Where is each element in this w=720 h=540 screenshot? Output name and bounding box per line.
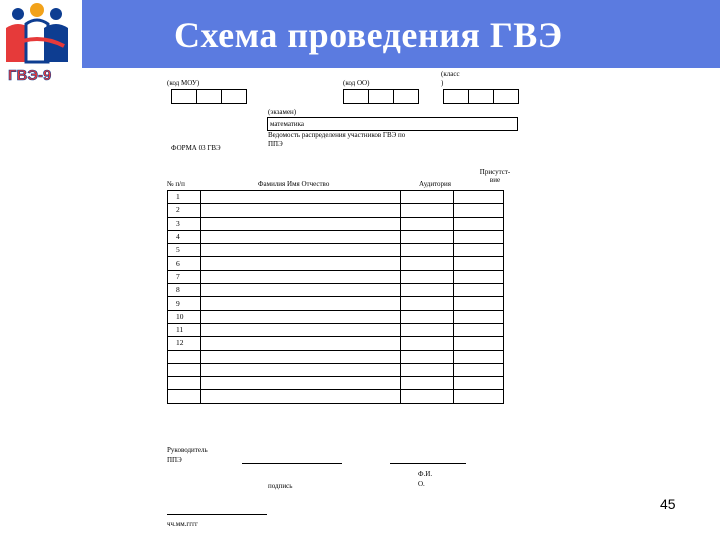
presence-cell[interactable]: [454, 284, 504, 297]
presence-cell[interactable]: [454, 363, 504, 376]
row-number-cell: 7: [168, 270, 201, 283]
table-row: [168, 350, 504, 363]
exam-value: математика: [270, 120, 304, 128]
name-cell[interactable]: [201, 377, 401, 390]
room-cell[interactable]: [401, 310, 454, 323]
row-number-cell: [168, 350, 201, 363]
row-number-cell: [168, 377, 201, 390]
table-row: [168, 310, 504, 323]
room-cell[interactable]: [401, 204, 454, 217]
name-cell[interactable]: [201, 230, 401, 243]
room-cell[interactable]: [401, 270, 454, 283]
row-number-cell: [168, 363, 201, 376]
presence-cell[interactable]: [454, 257, 504, 270]
table-row: [168, 257, 504, 270]
table-row: [168, 390, 504, 403]
room-cell[interactable]: [401, 377, 454, 390]
name-cell[interactable]: [201, 323, 401, 336]
name-cell[interactable]: [201, 257, 401, 270]
head-label-line2: ППЭ: [167, 456, 182, 464]
name-cell[interactable]: [201, 310, 401, 323]
class-label-line2: ): [441, 79, 444, 87]
table-row: [168, 323, 504, 336]
row-number-cell: [168, 390, 201, 403]
page-title: Схема проведения ГВЭ: [174, 15, 563, 55]
col-header-presence-line1: Присутст-: [479, 168, 511, 176]
row-number-cell: 12: [168, 337, 201, 350]
fio-label-line2: О.: [418, 480, 425, 488]
room-cell[interactable]: [401, 350, 454, 363]
row-number-cell: 10: [168, 310, 201, 323]
presence-cell[interactable]: [454, 204, 504, 217]
table-row: [168, 191, 504, 204]
row-number-cell: 6: [168, 257, 201, 270]
room-cell[interactable]: [401, 191, 454, 204]
signature-label: подпись: [268, 482, 293, 490]
logo-badge: ГВЭ-9: [8, 67, 52, 84]
row-number-cell: 11: [168, 323, 201, 336]
presence-cell[interactable]: [454, 191, 504, 204]
room-cell[interactable]: [401, 257, 454, 270]
room-cell[interactable]: [401, 363, 454, 376]
col-header-room: Аудитория: [419, 180, 452, 188]
statement-title-line2: ППЭ: [268, 140, 283, 148]
name-cell[interactable]: [201, 191, 401, 204]
presence-cell[interactable]: [454, 217, 504, 230]
fio-label-line1: Ф.И.: [418, 470, 433, 478]
presence-cell[interactable]: [454, 390, 504, 403]
room-cell[interactable]: [401, 337, 454, 350]
name-cell[interactable]: [201, 284, 401, 297]
room-cell[interactable]: [401, 230, 454, 243]
name-cell[interactable]: [201, 204, 401, 217]
name-cell[interactable]: [201, 297, 401, 310]
row-number-cell: 3: [168, 217, 201, 230]
table-row: [168, 297, 504, 310]
table-row: [168, 244, 504, 257]
row-number-cell: 5: [168, 244, 201, 257]
head-label-line1: Руководитель: [167, 446, 208, 454]
participants-grid: [167, 190, 504, 404]
name-cell[interactable]: [201, 244, 401, 257]
col-header-num: № п/п: [167, 180, 185, 188]
participants-table: [167, 168, 499, 191]
table-row: [168, 217, 504, 230]
room-cell[interactable]: [401, 217, 454, 230]
statement-title-line1: Ведомость распределения участников ГВЭ по: [268, 131, 406, 139]
table-row-header: [167, 168, 499, 191]
row-number-cell: 9: [168, 297, 201, 310]
name-cell[interactable]: [201, 390, 401, 403]
presence-cell[interactable]: [454, 230, 504, 243]
row-number-cell: 4: [168, 230, 201, 243]
col-header-name: Фамилия Имя Отчество: [258, 180, 330, 188]
gve-logo-icon: [2, 2, 72, 68]
presence-cell[interactable]: [454, 337, 504, 350]
name-cell[interactable]: [201, 363, 401, 376]
table-row: [168, 230, 504, 243]
name-cell[interactable]: [201, 217, 401, 230]
exam-field[interactable]: [267, 117, 518, 131]
table-row: [168, 377, 504, 390]
room-cell[interactable]: [401, 297, 454, 310]
signature-line: [242, 463, 342, 464]
presence-cell[interactable]: [454, 310, 504, 323]
row-number-cell: 2: [168, 204, 201, 217]
room-cell[interactable]: [401, 390, 454, 403]
col-header-presence-line2: вие: [489, 176, 501, 184]
name-cell[interactable]: [201, 270, 401, 283]
row-number-cell: 1: [168, 191, 201, 204]
table-row: [168, 204, 504, 217]
row-number-cell: 8: [168, 284, 201, 297]
page-number: 45: [660, 496, 676, 512]
presence-cell[interactable]: [454, 323, 504, 336]
date-label: чч.мм.гггг: [167, 520, 198, 528]
form-code: ФОРМА 03 ГВЭ: [171, 144, 221, 152]
class-label-line1: (класс: [441, 70, 460, 78]
name-cell[interactable]: [201, 350, 401, 363]
presence-cell[interactable]: [454, 244, 504, 257]
fio-line: [390, 463, 466, 464]
table-row: [168, 270, 504, 283]
presence-cell[interactable]: [454, 350, 504, 363]
table-row: [168, 337, 504, 350]
exam-label: (экзамен): [268, 108, 297, 116]
presence-cell[interactable]: [454, 297, 504, 310]
presence-cell[interactable]: [454, 377, 504, 390]
name-cell[interactable]: [201, 337, 401, 350]
room-cell[interactable]: [401, 284, 454, 297]
code-mou-label: (код МОУ): [167, 79, 200, 87]
room-cell[interactable]: [401, 244, 454, 257]
code-mou-boxes[interactable]: [172, 89, 247, 104]
table-row: [168, 284, 504, 297]
code-oo-label: (код ОО): [343, 79, 370, 87]
date-line: [167, 514, 267, 515]
room-cell[interactable]: [401, 323, 454, 336]
table-row: [168, 363, 504, 376]
code-oo-boxes[interactable]: [344, 89, 419, 104]
presence-cell[interactable]: [454, 270, 504, 283]
class-boxes[interactable]: [444, 89, 519, 104]
